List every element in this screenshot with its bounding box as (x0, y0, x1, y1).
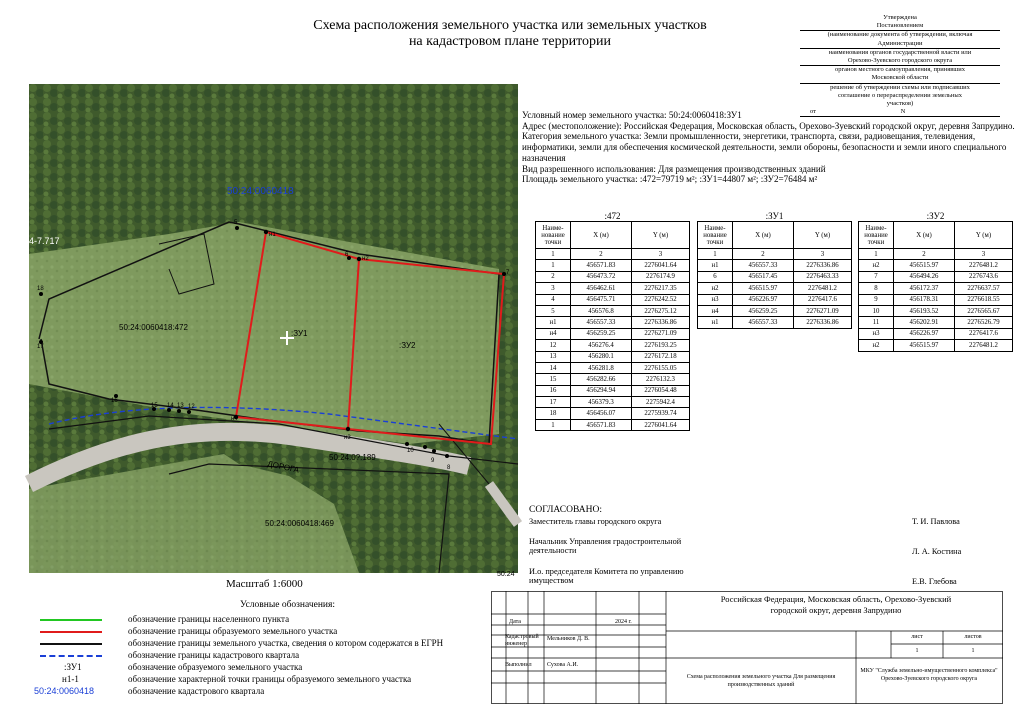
agreed-role: И.о. председателя Комитета по управлению имуществом (529, 567, 684, 585)
legend-swatch-black (40, 643, 102, 645)
point-name-cell: 15 (536, 374, 571, 385)
table-row (536, 419, 690, 430)
agreed-name: Т. И. Павлова (912, 517, 960, 526)
legend-item (40, 650, 490, 662)
x-cell: 456276.4 (571, 340, 632, 351)
x-cell: 456557.33 (571, 317, 632, 328)
table-row (536, 283, 690, 294)
x-cell: 456281.8 (571, 362, 632, 373)
stamp-doc-title: Схема расположения земельного участка Для размещения производственных зданий (686, 674, 836, 688)
zu2-label: :ЗУ2 (399, 341, 416, 350)
y-cell: 2276041.64 (632, 260, 690, 271)
col-header-y: Y (м) (955, 222, 1013, 249)
point-name-cell: 1 (536, 260, 571, 271)
y-cell: 2276481.2 (794, 283, 852, 294)
approval-line: Московской области (800, 74, 1000, 83)
point-label: 6 (345, 252, 349, 258)
address: Адрес (местоположение): Российская Федерация, Московская область, Орехово-Зуевский городской округ, деревня Запрудино. (522, 120, 1015, 131)
y-cell: 2276481.2 (955, 340, 1013, 351)
x-cell: 456193.52 (894, 305, 955, 316)
legend-item (40, 662, 490, 674)
table-row (698, 283, 852, 294)
stamp-sheet-label: лист (911, 634, 923, 640)
y-cell: 2276336.86 (794, 260, 852, 271)
point-name-cell: 10 (859, 305, 894, 316)
table-row (859, 305, 1013, 316)
cadastral-map (29, 84, 518, 578)
y-cell: 2276463.33 (794, 271, 852, 282)
approval-line: Постановлением (800, 22, 1000, 31)
road-label: ДОРОГА (266, 459, 300, 475)
table-row (698, 271, 852, 282)
index-cell: 2 (733, 249, 794, 260)
agreed-row (529, 567, 999, 591)
y-cell: 2276336.86 (794, 317, 852, 328)
approval-line: участков) (886, 100, 914, 108)
legend-item (34, 686, 490, 698)
x-cell: 456557.33 (733, 260, 794, 271)
permitted-use: Вид разрешенного использования: Для размещения производственных зданий (522, 163, 826, 174)
col-header-point: Наиме-нование точки (536, 222, 571, 249)
approval-line: (наименование документа об утверждении, включая (827, 31, 973, 39)
index-cell: 1 (698, 249, 733, 260)
coord-table-472 (535, 221, 690, 431)
land-category: Категория земельного участка: Земли промышленности, энергетики, транспорта, связи, радиовещания, телевидения, информатики, земли для обеспечения космической деятельности, земли обороны, безопасности и земли иного специального назначения (522, 131, 1007, 163)
title-stamp (491, 591, 1003, 704)
y-cell: 2276417.6 (794, 294, 852, 305)
x-cell: 456456.07 (571, 408, 632, 419)
approval-line: соглашение о перераспределении земельных (837, 91, 962, 99)
legend-item (40, 626, 490, 638)
point-name-cell: 8 (859, 283, 894, 294)
stamp-done-label: Выполнил (505, 662, 532, 668)
index-cell: 1 (859, 249, 894, 260)
table-row (859, 271, 1013, 282)
legend-symbol: :ЗУ1 (64, 662, 82, 672)
y-cell: 2276565.67 (955, 305, 1013, 316)
table-zu1-caption: :ЗУ1 (765, 211, 784, 221)
agreed-row (529, 517, 999, 537)
parcel-469-label: 50:24:0060418:469 (265, 519, 334, 528)
legend-text: обозначение образуемого земельного участка (128, 662, 303, 672)
stamp-date-label: Дата (509, 619, 521, 625)
table-row (536, 305, 690, 316)
y-cell: 2276132.3 (632, 374, 690, 385)
y-cell: 2276174.9 (632, 271, 690, 282)
index-cell: 2 (571, 249, 632, 260)
legend-text: обозначение границы земельного участка, сведения о котором содержатся в ЕГРН (128, 638, 444, 648)
point-name-cell: н3 (698, 294, 733, 305)
table-row (859, 260, 1013, 271)
x-cell: 456475.71 (571, 294, 632, 305)
legend-item (40, 674, 490, 686)
legend-item (40, 614, 490, 626)
table-row (536, 362, 690, 373)
col-header-y: Y (м) (632, 222, 690, 249)
legend-text: обозначение кадастрового квартала (128, 686, 265, 696)
x-cell: 456515.97 (733, 283, 794, 294)
point-label: 5 (234, 220, 238, 226)
x-cell: 456172.37 (894, 283, 955, 294)
point-name-cell: н1 (698, 317, 733, 328)
legend (34, 614, 490, 698)
table-zu1-block (697, 211, 852, 329)
table-row (698, 294, 852, 305)
stamp-engineer-name: Мельников Д. В. (547, 636, 590, 642)
y-cell: 2276193.25 (632, 340, 690, 351)
map-svg (29, 84, 518, 578)
road-parcel-label: 50:24:0?.189 (329, 453, 376, 462)
agreed-name: Е.В. Глебова (912, 577, 957, 586)
x-cell: 456473.72 (571, 271, 632, 282)
approval-line: наименования органов государственной власти или (828, 48, 972, 56)
point-name-cell: 16 (536, 385, 571, 396)
x-cell: 456571.83 (571, 419, 632, 430)
x-cell: 456259.25 (571, 328, 632, 339)
table-row (536, 260, 690, 271)
stamp-year: 2024 г. (615, 619, 632, 625)
table-row (698, 317, 852, 328)
y-cell: 2276743.6 (955, 271, 1013, 282)
stamp-sheets: 1 (971, 648, 975, 654)
point-name-cell: н4 (536, 328, 571, 339)
x-cell: 456515.97 (894, 340, 955, 351)
col-header-point: Наиме-нование точки (698, 222, 733, 249)
table-row (536, 351, 690, 362)
point-name-cell: 9 (859, 294, 894, 305)
table-row (536, 385, 690, 396)
x-cell: 456280.1 (571, 351, 632, 362)
index-cell: 2 (894, 249, 955, 260)
y-cell: 2276271.09 (794, 305, 852, 316)
conditional-number: Условный номер земельного участка: 50:24:0060418:ЗУ1 (522, 110, 742, 120)
table-row (536, 271, 690, 282)
x-cell: 456515.97 (894, 260, 955, 271)
title-line-2: на кадастровом плане территории (408, 34, 612, 49)
title-line-1: Схема расположения земельного участка или земельных участков (313, 18, 707, 33)
x-cell: 456379.3 (571, 397, 632, 408)
legend-symbol: 50:24:0060418 (34, 686, 95, 696)
point-label: 14 (167, 403, 174, 409)
point-name-cell: 4 (536, 294, 571, 305)
col-header-x: X (м) (571, 222, 632, 249)
agreed-name: Л. А. Костина (912, 547, 962, 556)
point-label: 18 (37, 286, 44, 292)
zu1-label: :ЗУ1 (291, 329, 308, 338)
coord-table-zu2 (858, 221, 1013, 352)
agreed-title: СОГЛАСОВАНО: (529, 505, 602, 515)
table-row (698, 260, 852, 271)
agreed-role: Начальник Управления градостроительной деятельности (529, 537, 682, 555)
coord-table-body (698, 260, 852, 328)
col-header-x: X (м) (894, 222, 955, 249)
stamp-sheets-label: листов (964, 634, 982, 640)
point-name-cell: 18 (536, 408, 571, 419)
point-name-cell: 14 (536, 362, 571, 373)
stamp-sheet: 1 (915, 648, 919, 654)
coord-table-zu1 (697, 221, 852, 329)
agreed-role: Заместитель главы городского округа (529, 517, 662, 526)
stamp-contractor: МКУ "Служба земельно-имущественного комплекса" Орехово-Зуевского городского округа (860, 668, 998, 682)
point-name-cell: 17 (536, 397, 571, 408)
x-cell: 456494.26 (894, 271, 955, 282)
y-cell: 2276217.35 (632, 283, 690, 294)
x-cell: 456576.8 (571, 305, 632, 316)
point-name-cell: 6 (698, 271, 733, 282)
table-row (536, 317, 690, 328)
legend-swatch-red (40, 631, 102, 633)
point-name-cell: н4 (698, 305, 733, 316)
point-label: 10 (407, 448, 414, 454)
approval-line: органов местного самоуправления, принявших (834, 66, 966, 74)
index-cell: 3 (632, 249, 690, 260)
table-row (859, 340, 1013, 351)
y-cell: 2276526.79 (955, 317, 1013, 328)
y-cell: 2276041.64 (632, 419, 690, 430)
stamp-done-name: Сухова А.И. (547, 662, 579, 668)
corner-label: 50:24 (497, 571, 515, 578)
legend-text: обозначение границы кадастрового квартала (128, 650, 300, 660)
x-cell: 456517.45 (733, 271, 794, 282)
approval-line: решение об утверждении схемы или подписавших (830, 83, 970, 91)
parcel-472-label: 50:24:0060418:472 (119, 323, 188, 332)
approval-line: Администрации (800, 40, 1000, 49)
block-label: 50:24:0060418 (227, 186, 294, 197)
table-zu2-caption: :ЗУ2 (926, 211, 945, 221)
legend-swatch-blue-dashed (40, 655, 102, 657)
point-name-cell: 1 (536, 419, 571, 430)
index-cell: 1 (536, 249, 571, 260)
legend-title: Условные обозначения: (240, 600, 336, 610)
document-title (250, 18, 770, 50)
table-row (859, 294, 1013, 305)
parcel-info (522, 110, 1017, 185)
point-name-cell: н2 (859, 260, 894, 271)
point-name-cell: 11 (859, 317, 894, 328)
table-472-block (535, 211, 690, 431)
point-name-cell: н2 (859, 340, 894, 351)
agreed-block (529, 505, 999, 591)
point-name-cell: 3 (536, 283, 571, 294)
legend-text: обозначение границы образуемого земельного участка (128, 626, 338, 636)
point-label: н4 (231, 416, 238, 422)
point-label: 9 (431, 458, 435, 464)
point-label: н2 (362, 256, 369, 262)
y-cell: 2276417.6 (955, 328, 1013, 339)
point-name-cell: 5 (536, 305, 571, 316)
point-name-cell: н2 (698, 283, 733, 294)
table-row (859, 328, 1013, 339)
approval-line: Утверждена (883, 14, 917, 21)
table-472-caption: :472 (604, 211, 621, 221)
x-cell: 456294.94 (571, 385, 632, 396)
x-cell: 456462.61 (571, 283, 632, 294)
y-cell: 2276637.57 (955, 283, 1013, 294)
approval-from-label: от (810, 108, 817, 116)
table-row (536, 397, 690, 408)
index-cell: 3 (955, 249, 1013, 260)
x-cell: 456571.83 (571, 260, 632, 271)
col-header-point: Наиме-нование точки (859, 222, 894, 249)
point-label: 7 (506, 270, 510, 276)
stamp-org: Российская Федерация, Московская область, Орехово-Зуевский городской округ, деревня Запрудино (720, 594, 952, 615)
y-cell: 2276155.05 (632, 362, 690, 373)
table-row (536, 374, 690, 385)
index-cell: 3 (794, 249, 852, 260)
x-cell: 456226.97 (733, 294, 794, 305)
approval-line: Орехово-Зуевского городского округа (800, 57, 1000, 66)
point-name-cell: 13 (536, 351, 571, 362)
x-cell: 456282.66 (571, 374, 632, 385)
table-row (859, 317, 1013, 328)
point-label: 12 (188, 404, 195, 410)
y-cell: 2276242.52 (632, 294, 690, 305)
agreed-row (529, 537, 999, 567)
y-cell: 2275942.4 (632, 397, 690, 408)
point-name-cell: н1 (536, 317, 571, 328)
x-cell: 456226.97 (894, 328, 955, 339)
table-zu2-block (858, 211, 1013, 352)
point-name-cell: 2 (536, 271, 571, 282)
point-label: 8 (447, 465, 451, 471)
table-row (536, 340, 690, 351)
table-row (536, 328, 690, 339)
legend-symbol: н1-1 (62, 674, 79, 684)
parcel-area: Площадь земельного участка: :472=79719 м²; :ЗУ1=44807 м²; :ЗУ2=76484 м² (522, 174, 818, 185)
approval-block (800, 14, 1000, 117)
table-row (536, 408, 690, 419)
y-cell: 2275939.74 (632, 408, 690, 419)
point-name-cell: 12 (536, 340, 571, 351)
y-cell: 2276054.48 (632, 385, 690, 396)
y-cell: 2276481.2 (955, 260, 1013, 271)
point-name-cell: н1 (698, 260, 733, 271)
col-header-y: Y (м) (794, 222, 852, 249)
x-cell: 456178.31 (894, 294, 955, 305)
point-label: н1 (269, 232, 276, 238)
legend-item (40, 638, 490, 650)
coord-table-body (859, 260, 1013, 351)
table-row (698, 305, 852, 316)
table-row (859, 283, 1013, 294)
point-name-cell: н3 (859, 328, 894, 339)
y-cell: 2276275.12 (632, 305, 690, 316)
coord-table-body (536, 260, 690, 431)
x-cell: 456557.33 (733, 317, 794, 328)
x-cell: 456202.91 (894, 317, 955, 328)
y-cell: 2276271.09 (632, 328, 690, 339)
point-name-cell: 7 (859, 271, 894, 282)
left-label: 4-7.717 (29, 236, 60, 246)
point-label: 13 (177, 403, 184, 409)
point-label: 16 (111, 398, 118, 404)
point-label: 15 (151, 403, 158, 409)
y-cell: 2276336.86 (632, 317, 690, 328)
approval-number-label: N (900, 108, 906, 116)
y-cell: 2276172.18 (632, 351, 690, 362)
point-label: н3 (344, 435, 351, 441)
legend-swatch-green (40, 619, 102, 621)
col-header-x: X (м) (733, 222, 794, 249)
x-cell: 456259.25 (733, 305, 794, 316)
map-scale: Масштаб 1:6000 (226, 578, 303, 590)
legend-text: обозначение границы населенного пункта (128, 614, 290, 624)
stamp-engineer-label: Кадастровый инженер (505, 634, 539, 647)
table-row (536, 294, 690, 305)
point-label: 17 (37, 344, 44, 350)
legend-text: обозначение характерной точки границы образуемого земельного участка (128, 674, 412, 684)
y-cell: 2276618.55 (955, 294, 1013, 305)
